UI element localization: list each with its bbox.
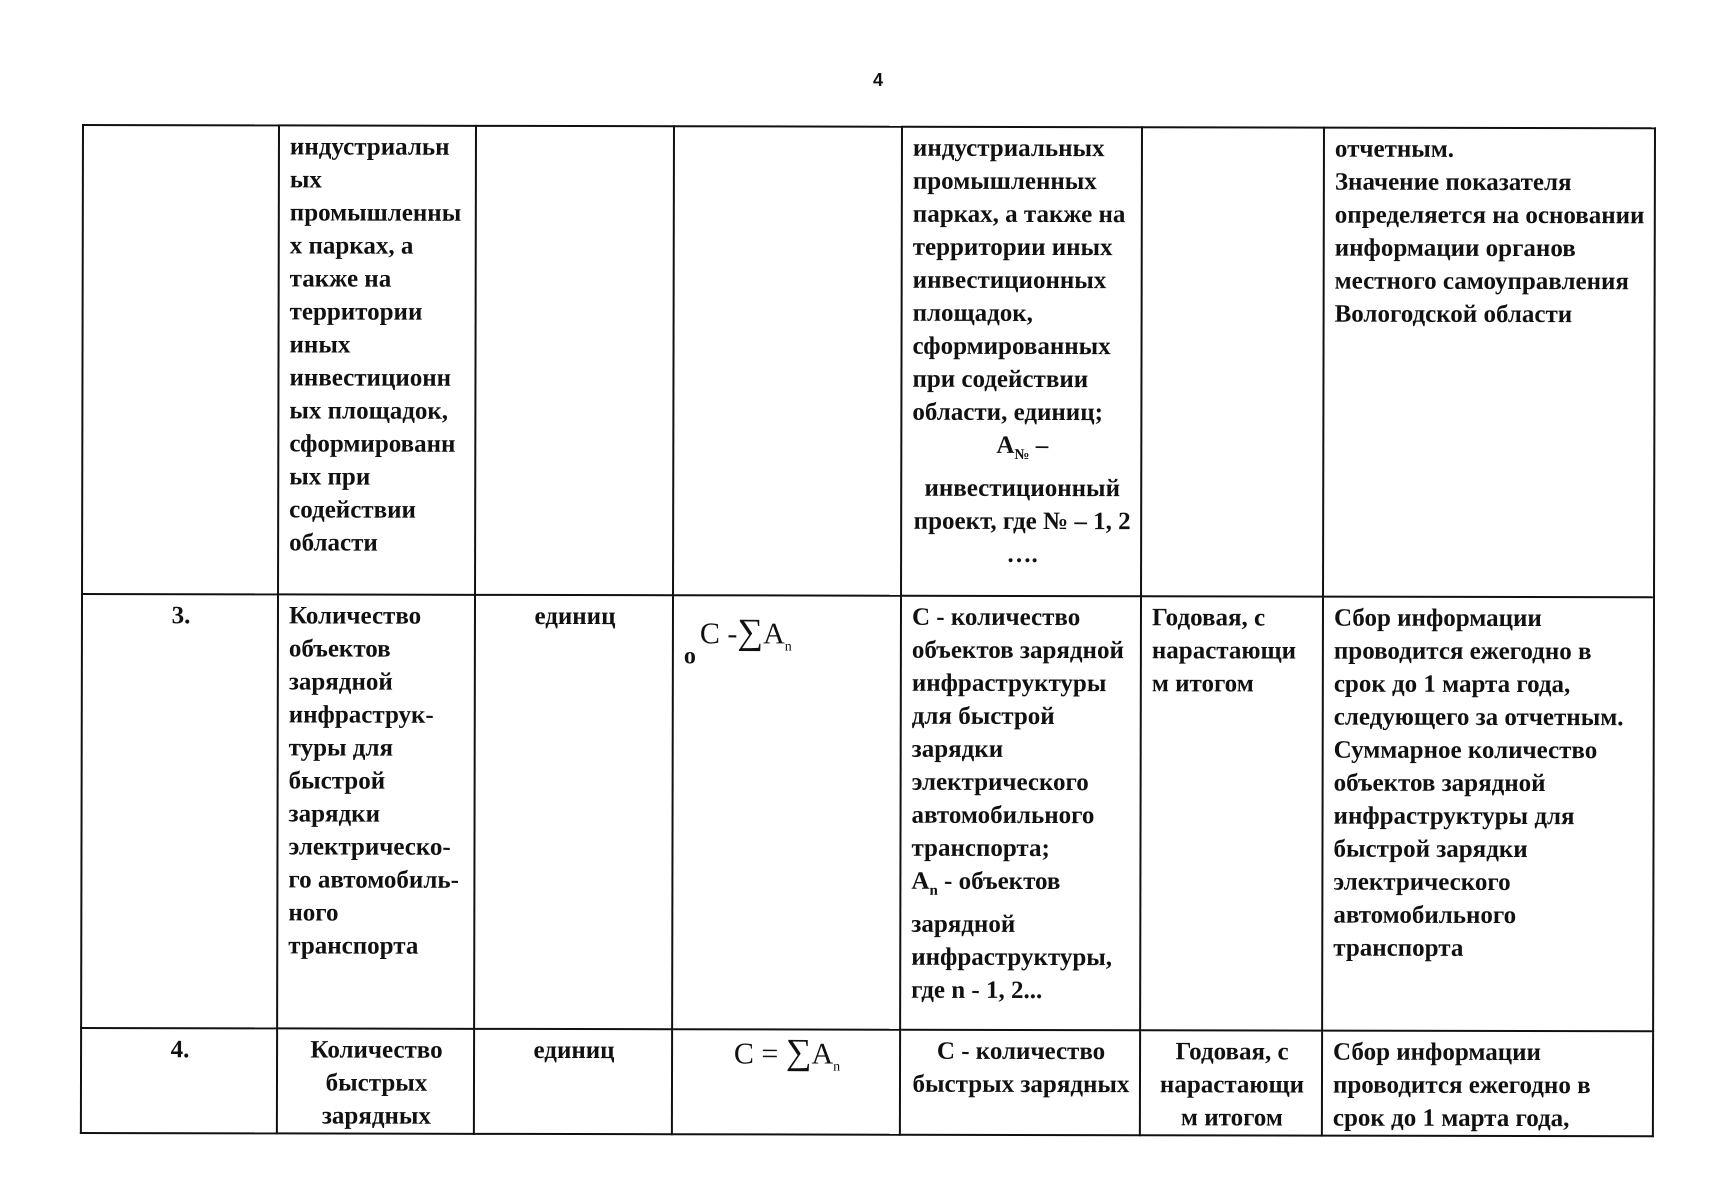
formula-subscript: n — [784, 639, 792, 655]
cell-unit — [475, 126, 674, 595]
table-row-3 — [81, 594, 1654, 1031]
formula-lhs: C — [699, 617, 720, 651]
cell-unit: единиц — [474, 1029, 672, 1134]
variables-text: С - количество объектов зарядной инфраструктуры для быстрой зарядки электрического автомобильного транспорта; — [911, 603, 1124, 863]
variable-subscript: n — [929, 882, 938, 899]
formula-subscript: n — [833, 1059, 841, 1075]
formula-operator: - — [727, 617, 738, 651]
variable-description: - объектов зарядной инфраструктуры, где n - 1, 2... — [911, 867, 1113, 1005]
cell-variables — [901, 127, 1142, 597]
page-number: 4 — [872, 70, 883, 90]
cell-indicator-name: Количество объектов зарядной инфраструк-туры для быстрой зарядки электрическо-го автомобиль-ного транспорта — [277, 594, 475, 1028]
formula — [683, 1031, 891, 1084]
formula-operator: = — [761, 1037, 779, 1071]
variable-symbol: A — [911, 867, 930, 895]
formula-lhs: C — [733, 1037, 754, 1071]
cell-periodicity: Годовая, с нарастающи м итогом — [1140, 596, 1323, 1030]
cell-variables: С - количество быстрых зарядных — [900, 1030, 1140, 1136]
cell-formula — [672, 1029, 900, 1134]
table-row-4 — [81, 1028, 1653, 1136]
sum-symbol: ∑ — [785, 1031, 812, 1072]
cell-number — [82, 125, 279, 594]
method-text-start: отчетным. — [1334, 135, 1455, 163]
cell-indicator-name: индустриальн ых промышленны х парках, а также на территории иных инвестиционн ых площадок, сформированн ых при содействии области — [278, 125, 476, 594]
cell-method: Сбор информации проводится ежегодно в срок до 1 марта года, — [1322, 1031, 1653, 1137]
variable-definition — [912, 429, 1132, 472]
formula-variable: A — [763, 617, 785, 651]
cell-periodicity — [1141, 127, 1324, 596]
cell-method — [1323, 128, 1655, 598]
variables-text: индустриальных промышленных парках, а также на территории иных инвестиционных площадок, сформированных при содействии области, единиц; — [912, 134, 1126, 427]
cell-formula — [673, 126, 902, 595]
variable-subscript: № — [1014, 446, 1030, 463]
variable-definition — [911, 865, 1131, 1007]
variable-symbol: A — [996, 431, 1015, 459]
cell-indicator-name: Количество быстрых зарядных — [277, 1028, 474, 1133]
cell-method: Сбор информации проводится ежегодно в срок до 1 марта года, следующего за отчетным. Суммарное количество объектов зарядной инфраструктуры для быстрой зарядки электрического автомобильного транспорта — [1322, 597, 1654, 1032]
table-row-continued — [82, 125, 1655, 597]
formula — [683, 600, 892, 670]
sum-symbol: ∑ — [737, 611, 764, 652]
cell-unit: единиц — [474, 595, 673, 1029]
formula-variable: A — [811, 1037, 834, 1071]
cell-variables — [900, 596, 1141, 1031]
variable-dash: – — [1029, 431, 1049, 460]
indicators-table — [80, 124, 1656, 1137]
cell-formula — [672, 595, 901, 1029]
cell-periodicity: Годовая, с нарастающи м итогом — [1140, 1030, 1322, 1135]
method-text: Значение показателя определяется на основании информации органов местного самоуправления Вологодской области — [1334, 168, 1645, 329]
formula-mark: о — [683, 643, 696, 670]
cell-number: 3. — [81, 594, 278, 1028]
variables-text-continued: инвестиционный проект, где № – 1, 2 …. — [913, 474, 1131, 569]
cell-number: 4. — [81, 1028, 277, 1133]
